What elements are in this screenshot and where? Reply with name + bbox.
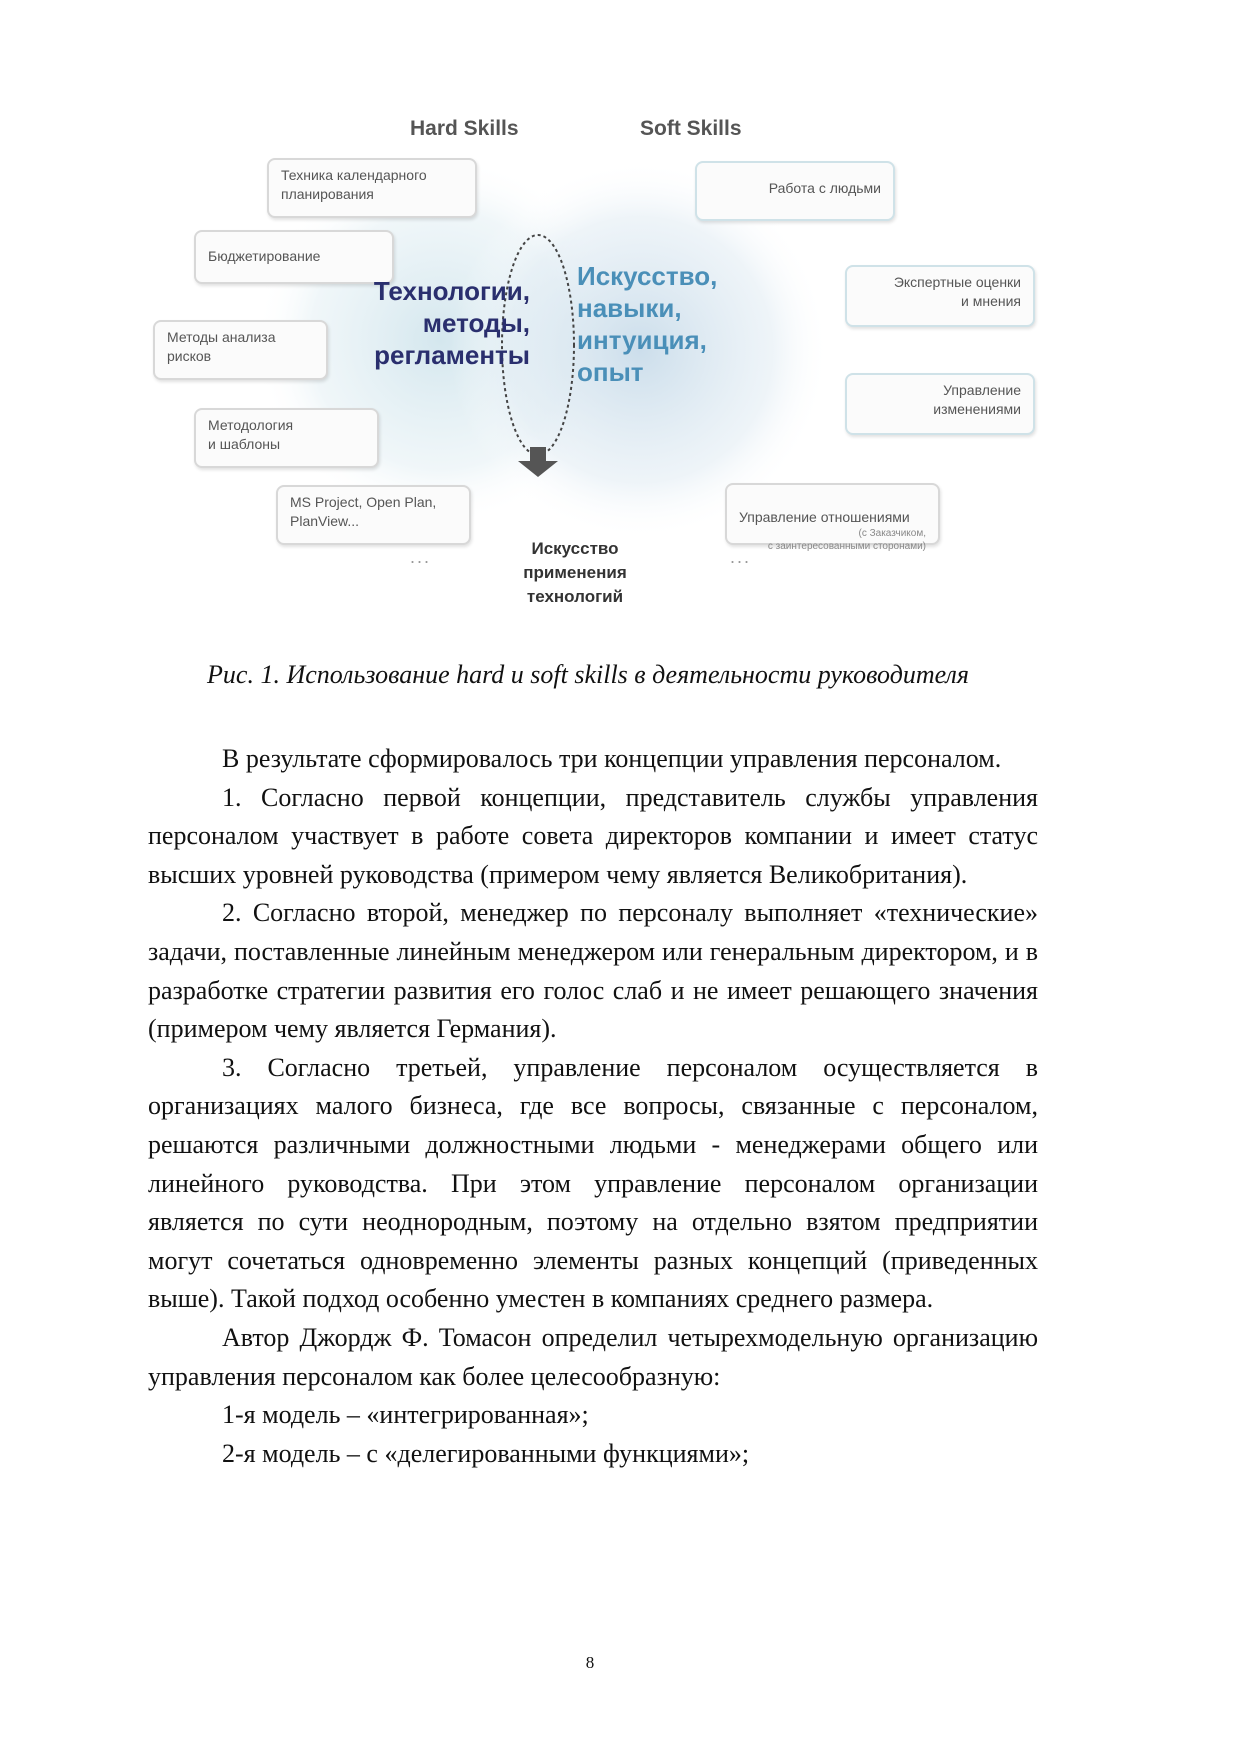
page-number: 8 <box>585 1653 595 1672</box>
paragraph: В результате сформировалось три концепции управления персоналом. <box>222 744 1002 773</box>
paragraph: 2. Согласно второй, менеджер по персоналу выполняет «технические» задачи, поставленные линейным менеджером или генеральным директором, и в разработке стратегии развития его голос слаб и не имеет решающего значения (примером чему является Германия). <box>148 898 1038 1044</box>
relations-subtitle: (с Заказчиком, с заинтересованными сторонами) <box>767 528 926 552</box>
hard-skill-item: MS Project, Open Plan, PlanView... <box>276 485 471 545</box>
body-text <box>148 740 1038 1473</box>
soft-skill-relations <box>725 483 940 552</box>
hard-skill-item: Методы анализа рисков <box>153 320 328 380</box>
paragraph: 1. Согласно первой концепции, представитель службы управления персоналом участвует в работе совета директоров компании и имеет статус высших уровней руководства (примером чему является Великобритания). <box>148 782 1038 889</box>
soft-skills-heading: Soft Skills <box>640 117 742 140</box>
hard-skill-item: Бюджетирование <box>194 230 394 284</box>
hard-skills-heading: Hard Skills <box>410 117 519 140</box>
paragraph: 3. Согласно третьей, управление персоналом осуществляется в организациях малого бизнеса, где все вопросы, связанные с персоналом, решаются различными должностными людьми - менеджерами общего или линейного руководства. При этом управление персоналом организации является по сути неоднородным, поэтому на отдельно взятом предприятии могут сочетаться одновременно элементы разных концепций (приведенных выше). Такой подход особенно уместен в компаниях среднего размера. <box>148 1052 1038 1314</box>
soft-skill-item: Управление изменениями <box>845 373 1035 435</box>
hard-skill-item: Техника календарного планирования <box>267 158 477 218</box>
soft-skill-item: Работа с людьми <box>695 161 895 221</box>
hard-skill-item: Методология и шаблоны <box>194 408 379 468</box>
hard-soft-skills-figure <box>140 95 1060 640</box>
relations-title: Управление отношениями <box>739 509 910 525</box>
soft-skill-item: Экспертные оценки и мнения <box>845 265 1035 327</box>
paragraph: Автор Джордж Ф. Томасон определил четырехмодельную организацию управления персоналом как более целесообразную: <box>148 1322 1038 1391</box>
hard-ellipsis: ... <box>410 547 432 567</box>
paragraph: 1-я модель – «интегрированная»; <box>222 1400 589 1430</box>
hard-center-text: Технологии, методы, регламенты <box>373 276 530 370</box>
soft-ellipsis: ... <box>730 547 752 567</box>
art-of-applying-label: Искусство применения технологий <box>523 539 627 606</box>
paragraph: 2-я модель – с «делегированными функциями»; <box>222 1438 750 1468</box>
soft-center-text: Искусство, навыки, интуиция, опыт <box>577 261 718 387</box>
figure-caption: Рис. 1. Использование hard и soft skills в деятельности руководителя <box>207 660 969 689</box>
